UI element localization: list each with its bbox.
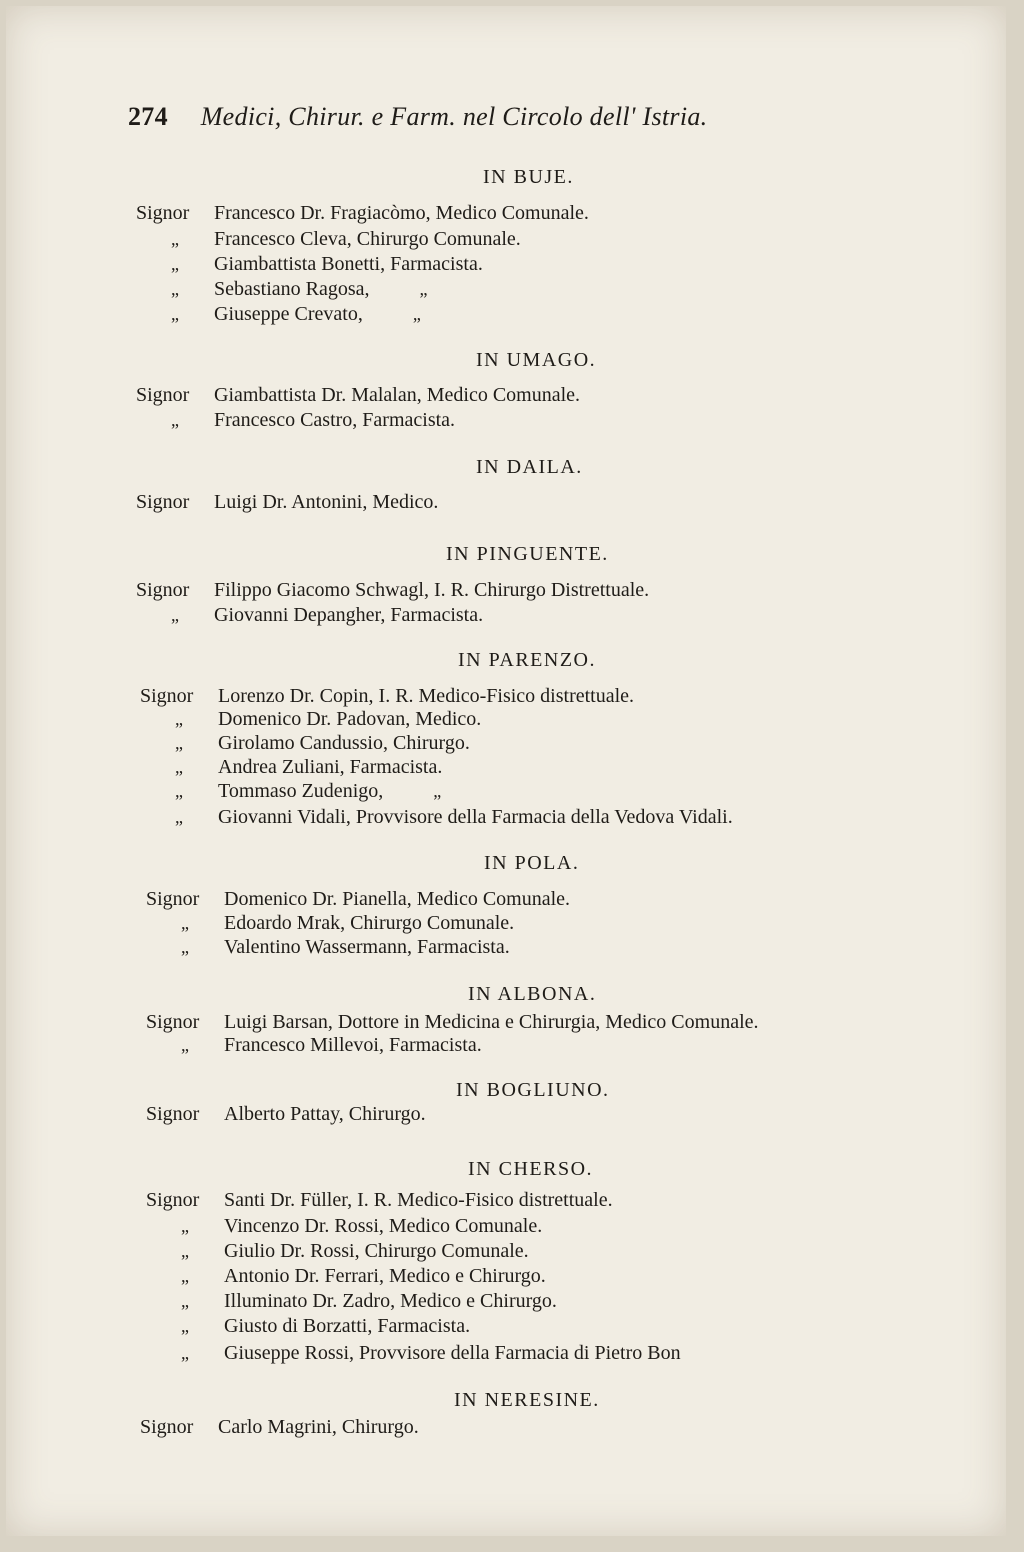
- list-entry: [146, 1103, 426, 1126]
- entry-text: Tommaso Zudenigo,: [218, 780, 384, 802]
- ditto-mark: „: [181, 1216, 189, 1236]
- entry-text: Francesco Castro, Farmacista.: [214, 409, 456, 431]
- list-entry: [136, 604, 483, 627]
- list-entry: [146, 1290, 557, 1313]
- ditto-mark: „: [171, 279, 179, 299]
- entry-prefix: Signor: [146, 888, 200, 910]
- ditto-mark: „: [181, 913, 189, 933]
- list-entry: [140, 732, 470, 755]
- section-heading: IN DAILA.: [476, 456, 583, 478]
- section-heading: IN UMAGO.: [476, 349, 597, 371]
- ditto-mark: „: [181, 1316, 189, 1336]
- entry-prefix: Signor: [140, 685, 194, 707]
- entry-prefix: Signor: [136, 384, 190, 406]
- ditto-mark: „: [181, 1266, 189, 1286]
- section-heading: IN PARENZO.: [458, 649, 596, 671]
- ditto-mark: „: [181, 1291, 189, 1311]
- section-heading: IN POLA.: [484, 852, 580, 874]
- entry-prefix: Signor: [136, 491, 190, 513]
- ditto-mark: „: [181, 1035, 189, 1055]
- list-entry: [146, 1034, 482, 1057]
- ditto-mark: „: [433, 781, 442, 801]
- ditto-mark: „: [175, 781, 183, 801]
- list-entry: [136, 303, 421, 326]
- page-number: 274: [128, 102, 168, 131]
- list-entry: [136, 579, 649, 602]
- entry-prefix: Signor: [146, 1103, 200, 1125]
- entry-text: Giuseppe Crevato,: [214, 303, 363, 325]
- list-entry: [146, 1240, 529, 1263]
- list-entry: [136, 409, 455, 432]
- list-entry: [136, 278, 428, 301]
- entry-text: Luigi Barsan, Dottore in Medicina e Chirurgia, Medico Comunale.: [224, 1011, 759, 1033]
- entry-text: Carlo Magrini, Chirurgo.: [218, 1416, 419, 1438]
- entry-text: Giulio Dr. Rossi, Chirurgo Comunale.: [224, 1240, 529, 1262]
- list-entry: [146, 1189, 613, 1212]
- list-entry: [146, 1265, 546, 1288]
- ditto-mark: „: [175, 709, 183, 729]
- book-page: [6, 6, 1006, 1536]
- list-entry: [140, 1416, 419, 1439]
- list-entry: [146, 912, 514, 935]
- list-entry: [140, 685, 634, 708]
- ditto-mark: „: [419, 279, 428, 299]
- ditto-mark: „: [175, 733, 183, 753]
- section-heading: IN BOGLIUNO.: [456, 1079, 610, 1101]
- section-heading: IN CHERSO.: [468, 1158, 594, 1180]
- ditto-mark: „: [181, 1343, 189, 1363]
- entry-text: Giovanni Depangher, Farmacista.: [214, 604, 484, 626]
- list-entry: [136, 491, 438, 514]
- entry-text: Giovanni Vidali, Provvisore della Farmacia della Vedova Vidali.: [218, 806, 733, 828]
- entry-text: Domenico Dr. Padovan, Medico.: [218, 708, 482, 730]
- entry-text: Santi Dr. Füller, I. R. Medico-Fisico distrettuale.: [224, 1189, 613, 1211]
- ditto-mark: „: [412, 304, 421, 324]
- list-entry: [140, 780, 441, 803]
- list-entry: [136, 253, 483, 276]
- entry-prefix: Signor: [140, 1416, 194, 1438]
- entry-text: Alberto Pattay, Chirurgo.: [224, 1103, 426, 1125]
- list-entry: [136, 384, 580, 407]
- entry-text: Francesco Millevoi, Farmacista.: [224, 1034, 482, 1056]
- entry-text: Lorenzo Dr. Copin, I. R. Medico-Fisico distrettuale.: [218, 685, 635, 707]
- ditto-mark: „: [181, 937, 189, 957]
- list-entry: [140, 806, 733, 829]
- ditto-mark: „: [171, 254, 179, 274]
- ditto-mark: „: [175, 807, 183, 827]
- page-header: [128, 102, 858, 132]
- list-entry: [146, 1011, 759, 1034]
- section-heading: IN BUJE.: [483, 166, 574, 188]
- entry-prefix: Signor: [136, 579, 190, 601]
- entry-text: Giusto di Borzatti, Farmacista.: [224, 1315, 471, 1337]
- ditto-mark: „: [171, 410, 179, 430]
- list-entry: [136, 202, 589, 225]
- entry-text: Antonio Dr. Ferrari, Medico e Chirurgo.: [224, 1265, 546, 1287]
- list-entry: [146, 1315, 470, 1338]
- entry-text: Illuminato Dr. Zadro, Medico e Chirurgo.: [224, 1290, 557, 1312]
- section-heading: IN PINGUENTE.: [446, 543, 609, 565]
- ditto-mark: „: [171, 229, 179, 249]
- ditto-mark: „: [175, 757, 183, 777]
- entry-text: Edoardo Mrak, Chirurgo Comunale.: [224, 912, 515, 934]
- entry-text: Domenico Dr. Pianella, Medico Comunale.: [224, 888, 571, 910]
- list-entry: [140, 756, 442, 779]
- list-entry: [146, 1215, 542, 1238]
- entry-text: Giuseppe Rossi, Provvisore della Farmacia di Pietro Bon: [224, 1342, 681, 1364]
- list-entry: [146, 936, 510, 959]
- entry-text: Andrea Zuliani, Farmacista.: [218, 756, 443, 778]
- entry-text: Valentino Wassermann, Farmacista.: [224, 936, 510, 958]
- list-entry: [140, 708, 481, 731]
- entry-text: Sebastiano Ragosa,: [214, 278, 370, 300]
- entry-prefix: Signor: [146, 1011, 200, 1033]
- list-entry: [146, 1342, 681, 1365]
- list-entry: [136, 228, 521, 251]
- entry-text: Girolamo Candussio, Chirurgo.: [218, 732, 470, 754]
- entry-text: Giambattista Bonetti, Farmacista.: [214, 253, 483, 275]
- entry-prefix: Signor: [136, 202, 190, 224]
- entry-text: Vincenzo Dr. Rossi, Medico Comunale.: [224, 1215, 543, 1237]
- ditto-mark: „: [181, 1241, 189, 1261]
- entry-text: Francesco Cleva, Chirurgo Comunale.: [214, 228, 521, 250]
- entry-text: Francesco Dr. Fragiacòmo, Medico Comunale.: [214, 202, 589, 224]
- entry-text: Luigi Dr. Antonini, Medico.: [214, 491, 439, 513]
- entry-prefix: Signor: [146, 1189, 200, 1211]
- ditto-mark: „: [171, 304, 179, 324]
- list-entry: [146, 888, 570, 911]
- ditto-mark: „: [171, 605, 179, 625]
- entry-text: Filippo Giacomo Schwagl, I. R. Chirurgo Distrettuale.: [214, 579, 650, 601]
- section-heading: IN NERESINE.: [454, 1389, 600, 1411]
- running-title: Medici, Chirur. e Farm. nel Circolo dell' Istria.: [200, 102, 708, 131]
- section-heading: IN ALBONA.: [468, 983, 597, 1005]
- entry-text: Giambattista Dr. Malalan, Medico Comunale.: [214, 384, 581, 406]
